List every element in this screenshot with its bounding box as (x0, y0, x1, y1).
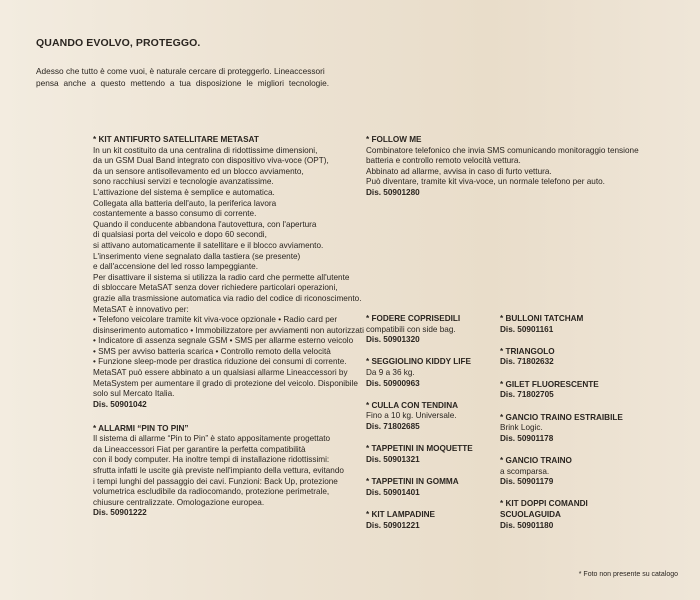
product-code: Dis. 50900963 (366, 378, 420, 388)
product-entry (366, 314, 473, 346)
product-code: Dis. 50901222 (93, 508, 147, 518)
product-entry (500, 368, 623, 401)
spacer (500, 368, 623, 380)
product-title: * GILET FLUORESCENTE (500, 379, 599, 389)
product-description-line: L'inserimento viene segnalato dalla tastiera (se presente) (93, 251, 301, 261)
spacer (366, 389, 473, 401)
product-title: * GANCIO TRAINO (500, 455, 572, 465)
product-entry (500, 314, 623, 335)
product-code: Dis. 71802632 (500, 357, 554, 367)
product-description-line: L'attivazione del sistema è semplice e automatica. (93, 187, 275, 197)
product-code: Dis. 50901221 (366, 520, 420, 530)
product-code: Dis. 50901179 (500, 477, 554, 487)
product-description-line: MetaSAT può essere abbinato a un qualsiasi allarme Lineaccessori by (93, 368, 348, 378)
product-description-line: disinserimento automatico • Immobilizzatore per avviamenti non autorizzati (93, 325, 364, 335)
product-description-line: • Funzione sleep-mode per drastica riduzione dei consumi di corrente. (93, 357, 347, 367)
product-title: * SEGGIOLINO KIDDY LIFE (366, 357, 471, 367)
spacer (500, 335, 623, 347)
product-entry (366, 466, 473, 499)
product-title: * KIT DOPPI COMANDI (500, 499, 588, 509)
product-title: * ALLARMI “PIN TO PIN” (93, 423, 189, 433)
product-code: Dis. 50901401 (366, 487, 420, 497)
product-description-line: SCUOLAGUIDA (500, 510, 561, 519)
column-main-products (93, 135, 364, 519)
product-description-line: da un GSM Dual Band integrato con dispositivo viva-voce (OPT), (93, 156, 329, 166)
product-entry (500, 488, 623, 531)
product-title: * BULLONI TATCHAM (500, 314, 584, 323)
product-code: Dis. 50901178 (500, 433, 554, 443)
intro-line: Adesso che tutto è come vuoi, è naturale cercare di proteggerlo. Lineaccessori (36, 66, 325, 76)
product-description-line: Abbinato ad allarme, avvisa in caso di furto vettura. (366, 166, 552, 176)
product-description-line: • Indicatore di assenza segnale GSM • SMS per allarme esterno veicolo (93, 336, 354, 346)
product-title: * CULLA CON TENDINA (366, 400, 459, 410)
spacer (500, 401, 623, 413)
spacer (366, 498, 473, 510)
page-heading: QUANDO EVOLVO, PROTEGGO. (36, 37, 201, 49)
product-description-line: batteria e controllo remoto velocità vettura. (366, 156, 521, 166)
product-description-line: Può diventare, tramite kit viva-voce, un normale telefono per auto. (366, 177, 605, 187)
product-code: Dis. 50901321 (366, 454, 420, 464)
product-description-line: di qualsiasi porta del veicolo e dopo 60 secondi, (93, 230, 267, 240)
product-entry (500, 401, 623, 444)
product-title: * FODERE COPRISEDILI (366, 314, 461, 323)
product-code: Dis. 71802705 (500, 390, 554, 400)
column-interior-accessories (366, 314, 473, 531)
product-description-line: di sbloccare MetaSAT senza dover richiedere particolari operazioni, (93, 283, 338, 293)
product-entry (500, 335, 623, 368)
product-description-line: sfrutta infatti le uscite già previste nell'impianto della vettura, evitando (93, 466, 344, 476)
product-entry (93, 135, 364, 410)
product-entry (366, 346, 473, 389)
column-safety-accessories (500, 314, 623, 531)
product-description-line: compatibili con side bag. (366, 324, 456, 334)
product-description-line: Fino a 10 kg. Universale. (366, 411, 457, 421)
product-description-line: con il body computer. Ha inoltre tempi di installazione ridottissimi: (93, 455, 330, 465)
intro-line: pensa anche a questo mettendo a tua disposizione le migliori tecnologie. (36, 78, 330, 88)
product-title: * TAPPETINI IN GOMMA (366, 477, 459, 487)
product-description-line: a scomparsa. (500, 466, 550, 476)
product-description-line: sono racchiusi servizi e tecnologie avanzatissime. (93, 177, 274, 187)
product-description-line: In un kit costituito da una centralina di ridottissime dimensioni, (93, 145, 318, 155)
column-follow-me (366, 135, 639, 199)
product-description-line: da un sensore antisollevamento ed un blocco avviamento, (93, 166, 304, 176)
product-entry (366, 135, 639, 199)
intro-paragraph (36, 65, 330, 89)
spacer (500, 444, 623, 456)
product-description-line: Brink Logic. (500, 423, 543, 433)
product-title: * KIT ANTIFURTO SATELLITARE METASAT (93, 135, 259, 144)
product-description-line: Per disattivare il sistema si utilizza la radio card che permette all'utente (93, 272, 350, 282)
product-code: Dis. 50901320 (366, 335, 420, 345)
spacer (366, 346, 473, 358)
product-description-line: • Telefono veicolare tramite kit viva-voce opzionale • Radio card per (93, 315, 338, 325)
product-code: Dis. 50901161 (500, 324, 554, 334)
product-description-line: e dall'accensione del led rosso lampeggiante. (93, 262, 258, 272)
product-description-line: da Lineaccessori Fiat per garantire la perfetta compatibilità (93, 444, 306, 454)
product-code: Dis. 50901280 (366, 187, 420, 197)
spacer (366, 433, 473, 445)
product-entry (366, 433, 473, 466)
product-description-line: si attivano automaticamente il satellitare e il blocco avviamento. (93, 240, 324, 250)
product-entry (93, 410, 364, 519)
product-title: * TRIANGOLO (500, 346, 555, 356)
product-description-line: MetaSystem per aumentare il grado di protezione del veicolo. Disponibile (93, 378, 358, 388)
spacer (500, 488, 623, 500)
product-description-line: Il sistema di allarme “Pin to Pin” è stato appositamente progettato (93, 434, 331, 444)
product-description-line: i tempi lunghi del passaggio dei cavi. Funzioni: Back Up, protezione (93, 476, 338, 486)
product-description-line: Da 9 a 36 kg. (366, 368, 415, 378)
product-description-line: Combinatore telefonico che invia SMS comunicando monitoraggio tensione (366, 145, 639, 155)
product-code: Dis. 50901180 (500, 520, 554, 530)
product-title: * TAPPETINI IN MOQUETTE (366, 444, 473, 454)
product-title: * FOLLOW ME (366, 135, 422, 144)
product-code: Dis. 50901042 (93, 399, 147, 409)
product-description-line: Quando il conducente abbandona l'autovettura, con l'apertura (93, 219, 317, 229)
product-entry (366, 498, 473, 531)
product-description-line: solo sul Mercato Italia. (93, 389, 175, 399)
product-title: * KIT LAMPADINE (366, 510, 435, 519)
product-entry (500, 444, 623, 487)
product-description-line: Collegata alla batteria dell'auto, la periferica lavora (93, 198, 277, 208)
product-code: Dis. 71802685 (366, 422, 420, 432)
product-title: * GANCIO TRAINO ESTRAIBILE (500, 412, 623, 422)
spacer (366, 466, 473, 478)
product-description-line: chiusure centralizzate. Omologazione europea. (93, 497, 265, 507)
product-description-line: costantemente a basso consumo di corrente. (93, 209, 257, 219)
footnote: * Foto non presente su catalogo (578, 571, 678, 578)
product-description-line: grazie alla trasmissione automatica via radio del codice di riconoscimento. (93, 293, 362, 303)
product-entry (366, 389, 473, 432)
product-description-line: volumetrica escludibile da radiocomando, protezione perimetrale, (93, 487, 330, 497)
product-description-line: • SMS per avviso batteria scarica • Controllo remoto della velocità (93, 346, 331, 356)
product-description-line: MetaSAT è innovativo per: (93, 304, 189, 314)
spacer (93, 410, 364, 423)
